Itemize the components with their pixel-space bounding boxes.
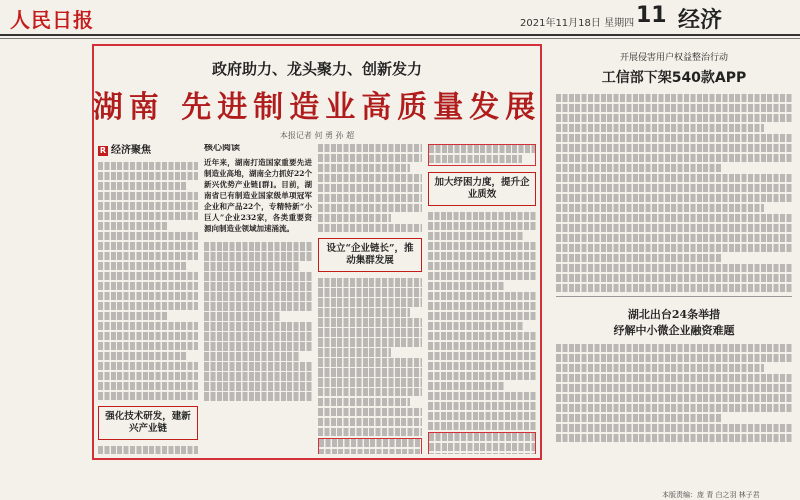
subheading-relief: 加大纾困力度，提升企业质效 <box>428 172 536 206</box>
right-article2-headline: 纾解中小微企业融资难题 <box>613 324 735 337</box>
subheading-chain-leader: 设立“企业链长”，推动集群发展 <box>318 238 422 272</box>
core-reading-title: 核心阅读 <box>204 144 241 153</box>
masthead-rule <box>0 34 800 36</box>
core-reading-text: 近年来，湖南打造国家重要先进制造业高地，湖南全力抓好22个新兴优势产业链[群]。目前，湖南省已有制造业国家级单项冠军企业和产品22个，专精特新“小巨人”企业232家，各类重要资源向制造业领域加速涌流。 <box>204 158 312 234</box>
newspaper-logo: 人民日报 <box>10 8 94 32</box>
section-label <box>98 146 198 156</box>
right-column <box>552 44 796 499</box>
inline-highlight <box>428 432 536 454</box>
article-column-1 <box>98 144 198 454</box>
inline-highlight <box>428 144 536 166</box>
article-column-2 <box>204 144 312 454</box>
article-column-4 <box>428 144 536 454</box>
article-column-3 <box>318 144 422 454</box>
article-byline: 本报记者 何 勇 孙 超 <box>279 131 355 140</box>
page-number: 11 <box>636 3 667 28</box>
masthead <box>0 0 800 36</box>
right-article-body <box>556 94 792 294</box>
page-editors: 本版责编：庞 青 白之羽 林子君 <box>662 491 760 499</box>
inline-highlight <box>318 438 422 454</box>
page-section-name: 经济 <box>678 8 723 33</box>
masthead-subrule <box>0 38 800 39</box>
right-article-kicker: 开展侵害用户权益整治行动 <box>619 53 728 63</box>
right-article2-kicker: 湖北出台24条举措 <box>627 308 721 321</box>
right-article-headline: 工信部下架540款APP <box>601 70 747 86</box>
right-divider <box>556 296 792 297</box>
section-mark-icon: R <box>99 146 107 155</box>
article-headline: 湖南 先进制造业高质量发展 <box>92 90 542 125</box>
section-label-text: 经济聚焦 <box>111 145 151 156</box>
article-kicker: 政府助力、龙头聚力、创新发力 <box>211 60 422 78</box>
right-article2-body <box>556 344 792 444</box>
issue-date: 2021年11月18日 星期四 <box>520 18 635 29</box>
subheading-tech-rd: 强化技术研发，建新兴产业链 <box>98 406 198 440</box>
